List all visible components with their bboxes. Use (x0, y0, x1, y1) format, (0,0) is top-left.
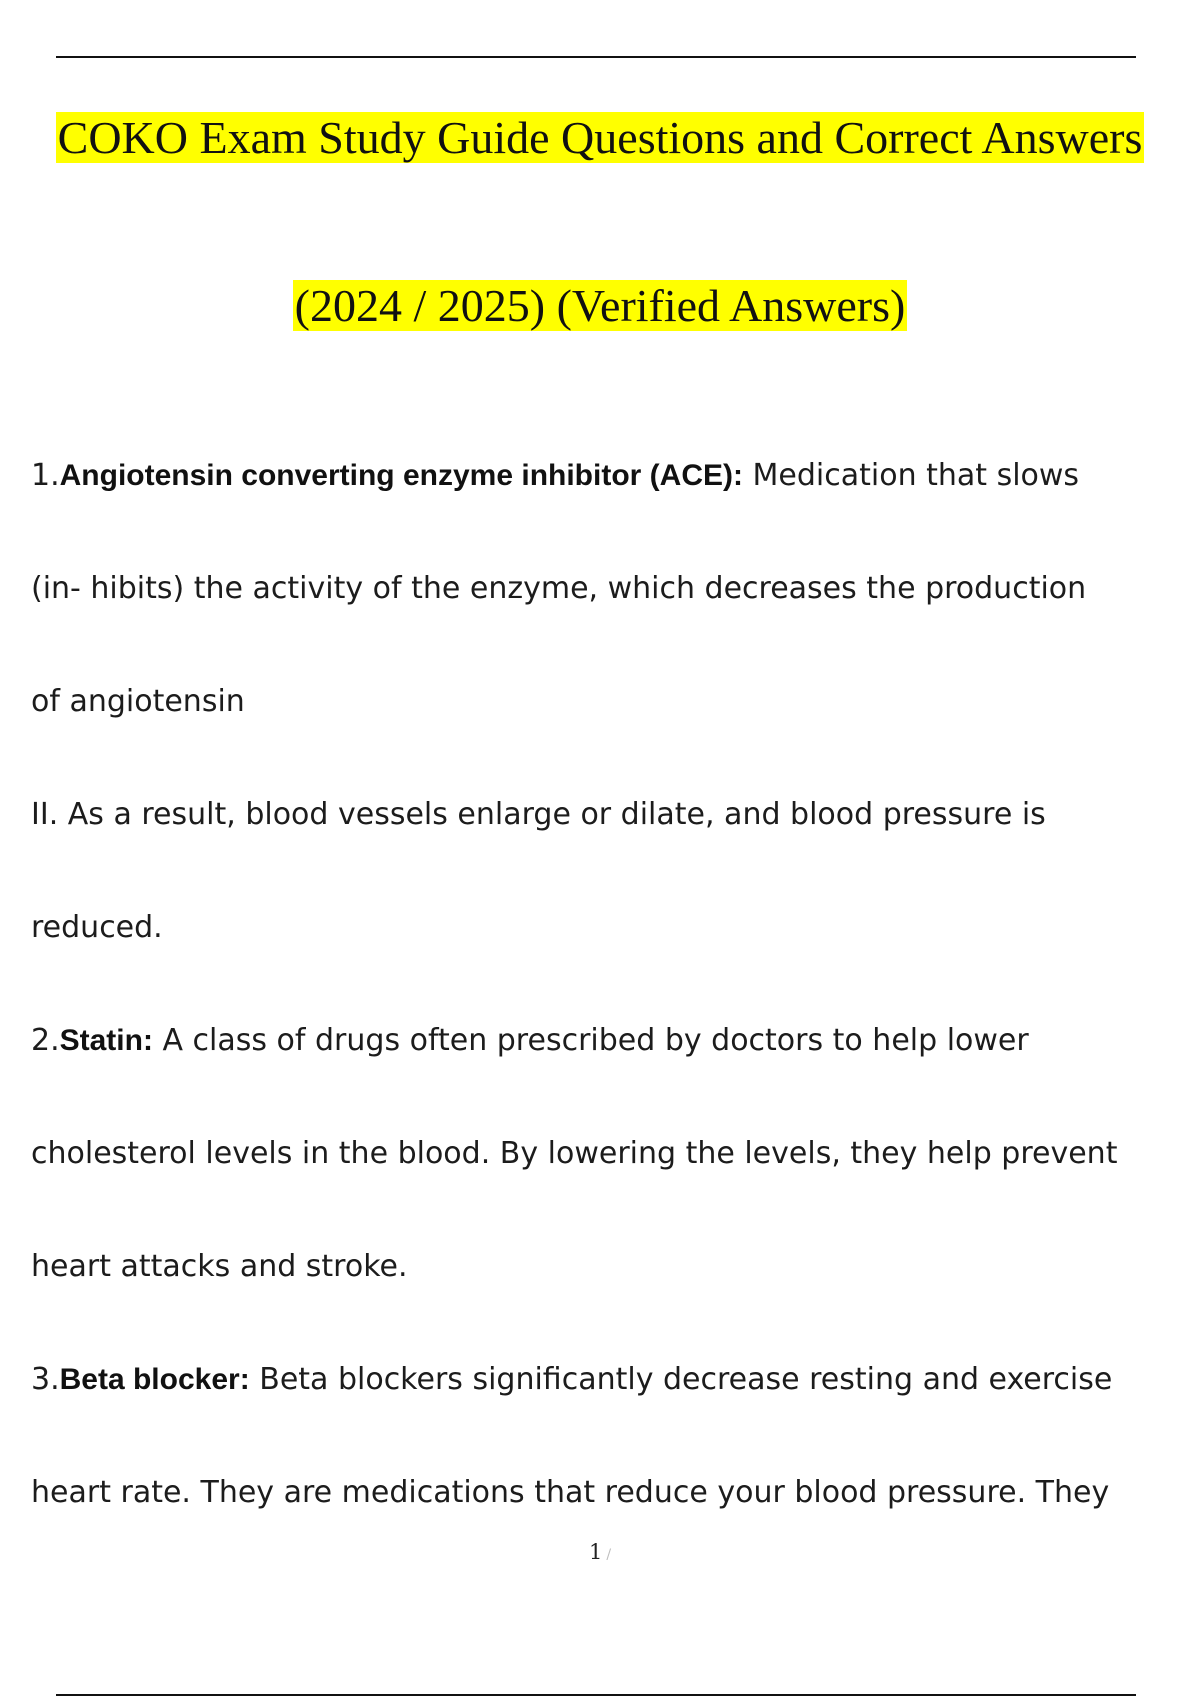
bottom-divider (56, 1694, 1136, 1696)
item-3-line-1 (31, 1360, 1112, 1400)
page-number-value: 1 (588, 1540, 603, 1564)
item-number: 3. (31, 1362, 60, 1397)
item-1-line-2: (in- hibits) the activity of the enzyme, which decreases the production (31, 571, 1087, 606)
item-term: Beta blocker: (59, 1363, 250, 1396)
document-title-line-2 (0, 278, 1200, 334)
item-1-line-1 (31, 456, 1079, 496)
item-number: 2. (31, 1023, 60, 1058)
document-title-line-1 (0, 110, 1200, 166)
item-term: Statin: (59, 1024, 153, 1057)
title-highlight: COKO Exam Study Guide Questions and Correct Answers (57, 112, 1143, 163)
item-text: Medication that slows (742, 458, 1080, 493)
title-highlight: (2024 / 2025) (Verified Answers) (294, 280, 906, 331)
item-number: 1. (31, 458, 60, 493)
item-1-line-4: II. As a result, blood vessels enlarge or dilate, and blood pressure is (31, 797, 1046, 832)
item-1-line-3: of angiotensin (31, 684, 245, 719)
item-2-line-2: cholesterol levels in the blood. By lowering the levels, they help prevent (31, 1136, 1118, 1171)
item-term: Angiotensin converting enzyme inhibitor (ACE): (59, 459, 743, 492)
item-2-line-1 (31, 1021, 1029, 1061)
page-separator: / (606, 1547, 612, 1563)
item-3-line-2: heart rate. They are medications that reduce your blood pressure. They (31, 1475, 1110, 1510)
item-text: Beta blockers significantly decrease resting and exercise (249, 1362, 1113, 1397)
item-text: A class of drugs often prescribed by doctors to help lower (152, 1023, 1029, 1058)
top-divider (56, 56, 1136, 58)
item-1-line-5: reduced. (31, 910, 163, 945)
page-number (0, 1540, 1200, 1564)
item-2-line-3: heart attacks and stroke. (31, 1249, 408, 1284)
